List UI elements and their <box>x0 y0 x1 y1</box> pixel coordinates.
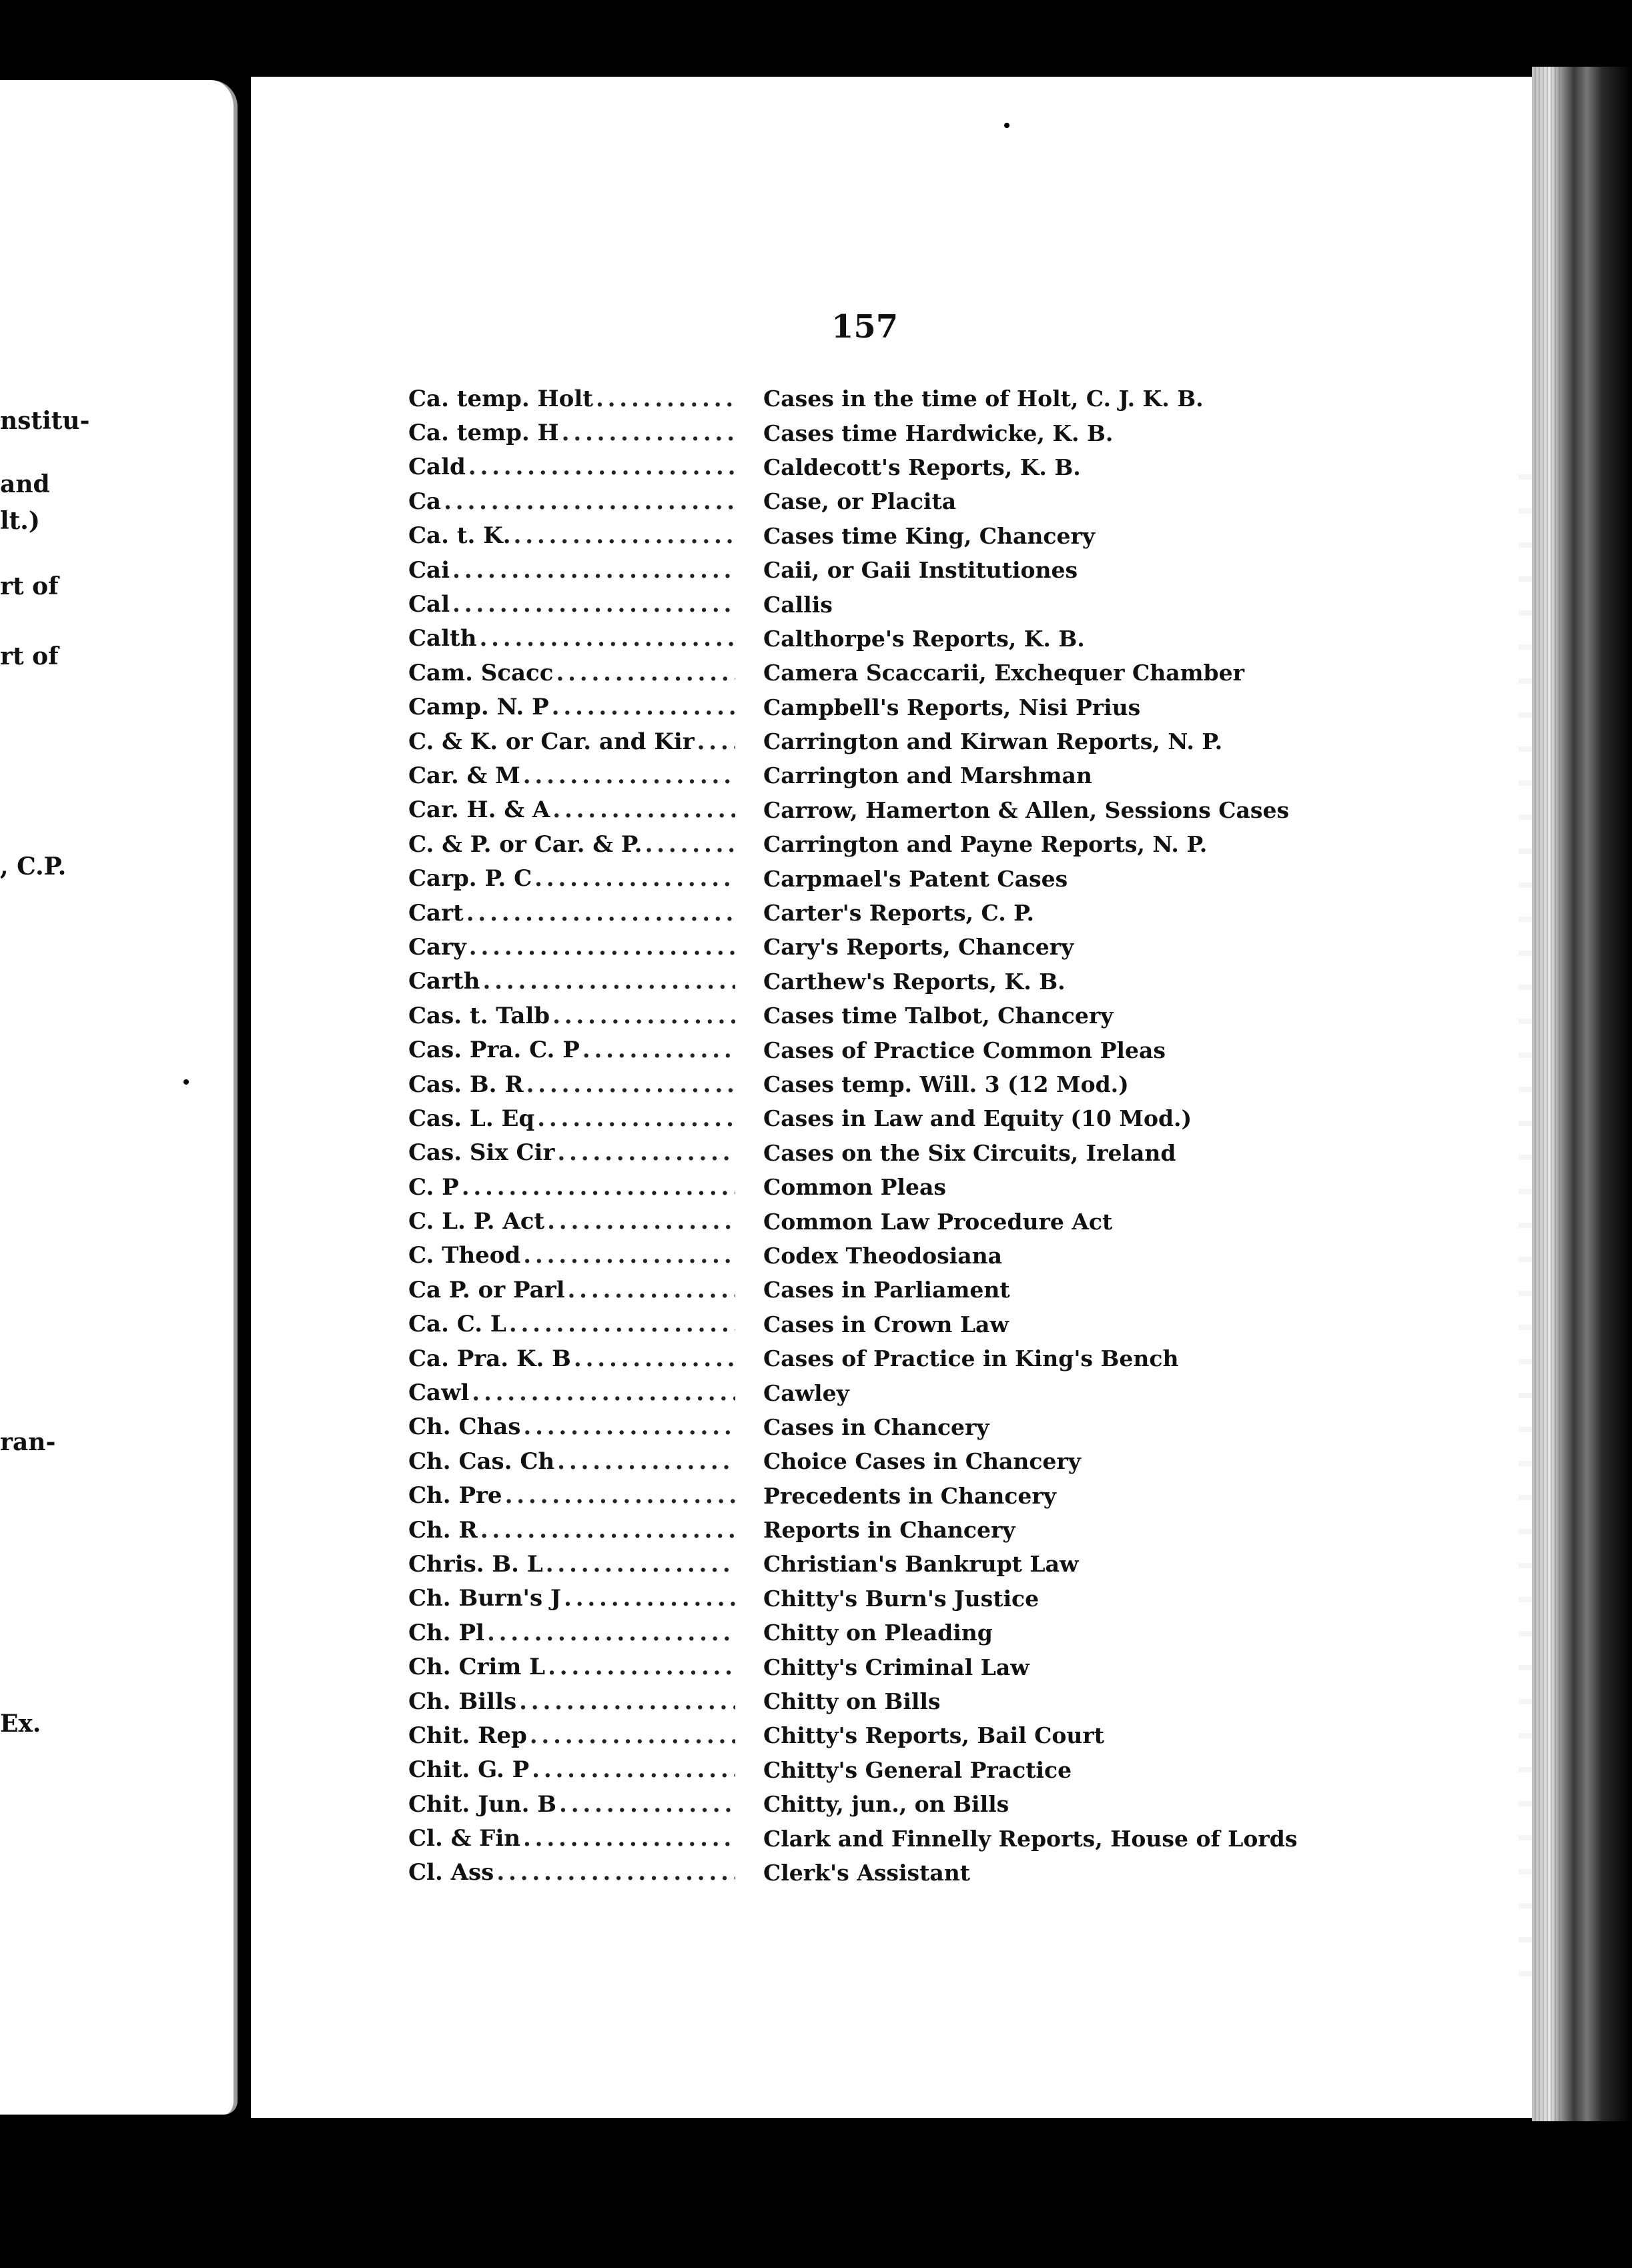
abbreviation-meaning: Cases temp. Will. 3 (12 Mod.) <box>763 1071 1129 1097</box>
abbreviation: Chit. G. P <box>408 1756 530 1784</box>
abbreviation-cell <box>408 1482 735 1509</box>
abbreviation-entry <box>408 827 1369 861</box>
abbreviation-entry <box>408 1856 1369 1890</box>
abbreviation-entry <box>408 519 1369 553</box>
abbreviation-meaning: Carthew's Reports, K. B. <box>763 968 1066 995</box>
abbreviation-entry <box>408 1239 1369 1273</box>
abbreviation: Chit. Jun. B <box>408 1790 557 1818</box>
abbreviation-meaning: Chitty on Pleading <box>763 1620 993 1646</box>
dot-leader <box>452 591 735 618</box>
abbreviation-entry <box>408 1684 1369 1718</box>
abbreviation-meaning: Carrow, Hamerton & Allen, Sessions Cases <box>763 796 1290 823</box>
abbreviation-entry <box>408 1821 1369 1855</box>
abbreviation: C. Theod <box>408 1242 521 1269</box>
dot-leader <box>537 1105 735 1132</box>
abbreviation-meaning: Cawley <box>763 1379 849 1406</box>
dot-leader <box>534 865 735 892</box>
abbreviation-cell <box>408 900 735 927</box>
abbreviation-entry <box>408 896 1369 930</box>
abbreviation-entry <box>408 1375 1369 1409</box>
abbreviation-cell <box>408 1620 735 1646</box>
abbreviation-meaning: Campbell's Reports, Nisi Prius <box>763 694 1141 720</box>
dot-leader <box>564 1585 735 1612</box>
abbreviation-meaning: Clark and Finnelly Reports, House of Lords <box>763 1825 1298 1852</box>
abbreviation-entry <box>408 1547 1369 1581</box>
abbreviation-meaning: Choice Cases in Chancery <box>763 1448 1081 1475</box>
dot-leader <box>472 1379 735 1406</box>
abbreviation-entry <box>408 1582 1369 1616</box>
abbreviation-cell <box>408 420 735 446</box>
dot-leader <box>462 1174 735 1201</box>
abbreviation-meaning: Cases in Chancery <box>763 1413 989 1440</box>
abbreviation-entry <box>408 965 1369 999</box>
dot-leader <box>552 694 735 720</box>
dot-leader <box>556 660 735 686</box>
abbreviation: Cald <box>408 454 466 481</box>
abbreviation-meaning: Common Pleas <box>763 1174 946 1201</box>
abbreviation-entry <box>408 1170 1369 1204</box>
abbreviation-meaning: Cases of Practice in King's Bench <box>763 1345 1179 1372</box>
abbreviation: Ca. t. K. <box>408 522 511 550</box>
dot-leader <box>505 1482 735 1509</box>
facing-page-fragment: and <box>0 470 50 498</box>
abbreviation-meaning: Carter's Reports, C. P. <box>763 900 1035 927</box>
abbreviation-entry <box>408 1067 1369 1101</box>
abbreviation: Ch. Crim L <box>408 1654 546 1681</box>
abbreviation-entry <box>408 930 1369 964</box>
facing-page-fragment: rt of <box>0 572 59 600</box>
dot-leader <box>562 420 735 446</box>
dot-leader <box>496 1859 735 1886</box>
abbreviation: C. & K. or Car. and Kir <box>408 728 695 755</box>
facing-page-fragment: lt.) <box>0 507 40 535</box>
dot-leader <box>479 625 735 652</box>
abbreviation: Ca. temp. H <box>408 420 559 447</box>
abbreviation-entry <box>408 1650 1369 1684</box>
abbreviation-meaning: Reports in Chancery <box>763 1517 1015 1544</box>
left-page <box>0 80 238 2115</box>
abbreviation-entry <box>408 1307 1369 1341</box>
facing-page-fragment: nstitu- <box>0 407 90 435</box>
abbreviation-meaning: Chitty, jun., on Bills <box>763 1791 1009 1818</box>
dot-leader <box>526 1071 735 1098</box>
abbreviation: Carth <box>408 968 480 995</box>
abbreviation-meaning: Caii, or Gaii Institutiones <box>763 557 1078 584</box>
ink-speck <box>183 1079 189 1085</box>
abbreviation: Ch. Chas <box>408 1413 521 1441</box>
abbreviation-meaning: Cases in Parliament <box>763 1277 1010 1303</box>
dot-leader <box>557 1448 735 1475</box>
abbreviation-cell <box>408 488 735 515</box>
abbreviation-entry <box>408 416 1369 450</box>
abbreviation: Cas. B. R <box>408 1071 524 1098</box>
abbreviation-cell <box>408 968 735 995</box>
abbreviation-meaning: Chitty's Reports, Bail Court <box>763 1722 1105 1749</box>
dot-leader <box>645 831 735 858</box>
abbreviation-meaning: Carrington and Kirwan Reports, N. P. <box>763 728 1223 755</box>
abbreviation: Cam. Scacc <box>408 659 554 686</box>
abbreviation-cell <box>408 934 735 961</box>
abbreviation: Ch. R <box>408 1516 478 1544</box>
dot-leader <box>469 934 735 961</box>
abbreviation: Chit. Rep <box>408 1722 527 1749</box>
abbreviation-entry <box>408 1273 1369 1307</box>
abbreviation: Calth <box>408 625 477 652</box>
abbreviation-cell <box>408 1654 735 1680</box>
abbreviation-meaning: Precedents in Chancery <box>763 1482 1056 1509</box>
abbreviation: Cl. Ass <box>408 1859 494 1886</box>
abbreviation: Cas. Six Cir <box>408 1139 555 1167</box>
abbreviation: Car. H. & A <box>408 796 550 824</box>
facing-page-fragment: ran- <box>0 1428 56 1456</box>
abbreviation: Ch. Pre <box>408 1482 502 1510</box>
abbreviation-meaning: Callis <box>763 591 833 618</box>
abbreviation: Ca <box>408 488 442 515</box>
abbreviation-meaning: Cases time King, Chancery <box>763 522 1096 549</box>
abbreviation-entry <box>408 1136 1369 1170</box>
dot-leader <box>552 1003 735 1029</box>
abbreviation-meaning: Calthorpe's Reports, K. B. <box>763 625 1085 652</box>
dot-leader <box>487 1620 735 1646</box>
abbreviation-meaning: Cases of Practice Common Pleas <box>763 1037 1166 1063</box>
abbreviation: Camp. N. P <box>408 694 549 721</box>
abbreviation: C. & P. or Car. & P. <box>408 830 643 858</box>
abbreviation-cell <box>408 1517 735 1544</box>
abbreviation: Cart <box>408 899 464 927</box>
abbreviation-meaning: Codex Theodosiana <box>763 1242 1003 1269</box>
abbreviation-cell <box>408 694 735 720</box>
dot-leader <box>552 796 735 823</box>
abbreviation-cell <box>408 1688 735 1715</box>
dot-leader <box>509 1311 735 1337</box>
abbreviation: Ch. Bills <box>408 1688 517 1715</box>
abbreviation-meaning: Clerk's Assistant <box>763 1859 970 1886</box>
facing-page-fragment: , C.P. <box>0 853 67 881</box>
abbreviation-cell <box>408 1413 735 1440</box>
abbreviation-cell <box>408 522 735 549</box>
abbreviation: Carp. P. C <box>408 865 532 893</box>
abbreviation-cell <box>408 1071 735 1098</box>
abbreviation-cell <box>408 1379 735 1406</box>
abbreviation-cell <box>408 1859 735 1886</box>
abbreviation: Cary <box>408 933 466 961</box>
abbreviation-cell <box>408 1277 735 1303</box>
page-number: 157 <box>831 308 899 346</box>
dot-leader <box>514 522 735 549</box>
abbreviation-cell <box>408 1105 735 1132</box>
abbreviation-cell <box>408 1242 735 1269</box>
dot-leader <box>468 454 735 480</box>
abbreviation-meaning: Caldecott's Reports, K. B. <box>763 454 1081 480</box>
abbreviation: Ca. C. L <box>408 1311 506 1338</box>
facing-page-fragment: rt of <box>0 642 59 670</box>
abbreviation-entry <box>408 1101 1369 1135</box>
abbreviation: Ch. Pl <box>408 1619 484 1646</box>
abbreviation-entry <box>408 1513 1369 1547</box>
ink-speck <box>1004 123 1009 128</box>
abbreviation-cell <box>408 1037 735 1063</box>
abbreviation-meaning: Chitty's Criminal Law <box>763 1654 1030 1680</box>
dot-leader <box>523 1413 735 1440</box>
abbreviation-meaning: Carpmael's Patent Cases <box>763 865 1068 892</box>
abbreviation-entry <box>408 587 1369 621</box>
abbreviation-cell <box>408 386 735 412</box>
abbreviation: Chris. B. L <box>408 1550 543 1578</box>
abbreviation: Ch. Burn's J <box>408 1585 562 1612</box>
abbreviation-entry <box>408 1410 1369 1444</box>
abbreviation-entry <box>408 1787 1369 1821</box>
abbreviation-cell <box>408 1551 735 1578</box>
abbreviation-entry <box>408 484 1369 518</box>
abbreviation-entry <box>408 1204 1369 1238</box>
abbreviation-meaning: Christian's Bankrupt Law <box>763 1551 1079 1578</box>
abbreviation-cell <box>408 1791 735 1818</box>
abbreviation-cell <box>408 1003 735 1029</box>
dot-leader <box>466 900 735 927</box>
dot-leader <box>523 762 735 789</box>
abbreviation-entry <box>408 450 1369 484</box>
abbreviation-cell <box>408 1585 735 1612</box>
abbreviation-entry <box>408 1753 1369 1787</box>
abbreviation-entry <box>408 1479 1369 1513</box>
abbreviation-meaning: Carrington and Payne Reports, N. P. <box>763 831 1208 858</box>
abbreviation-cell <box>408 1825 735 1852</box>
abbreviation-cell <box>408 728 735 755</box>
abbreviation-entry <box>408 758 1369 792</box>
dot-leader <box>567 1277 735 1303</box>
dot-leader <box>519 1688 735 1715</box>
dot-leader <box>547 1208 735 1235</box>
dot-leader <box>559 1791 735 1818</box>
abbreviation-cell <box>408 831 735 858</box>
abbreviation-entry <box>408 622 1369 656</box>
abbreviation-list <box>408 382 1369 1890</box>
abbreviation-cell <box>408 1345 735 1372</box>
abbreviation-meaning: Common Law Procedure Act <box>763 1208 1113 1235</box>
dot-leader <box>444 488 735 515</box>
abbreviation-entry <box>408 1718 1369 1752</box>
abbreviation: Cal <box>408 591 450 618</box>
abbreviation: Ca P. or Parl <box>408 1276 565 1303</box>
dot-leader <box>532 1756 735 1783</box>
abbreviation-meaning: Cases on the Six Circuits, Ireland <box>763 1139 1176 1166</box>
abbreviation-meaning: Cases time Talbot, Chancery <box>763 1003 1114 1029</box>
abbreviation-cell <box>408 1174 735 1201</box>
abbreviation-entry <box>408 1444 1369 1478</box>
abbreviation-cell <box>408 1311 735 1337</box>
abbreviation-entry <box>408 1341 1369 1375</box>
abbreviation-meaning: Case, or Placita <box>763 488 957 515</box>
abbreviation: Cas. L. Eq <box>408 1105 535 1132</box>
abbreviation-cell <box>408 625 735 652</box>
abbreviation-cell <box>408 1139 735 1166</box>
abbreviation: Cl. & Fin <box>408 1825 520 1852</box>
abbreviation-cell <box>408 591 735 618</box>
dot-leader <box>452 557 735 584</box>
dot-leader <box>697 728 735 755</box>
abbreviation-entry <box>408 382 1369 416</box>
abbreviation-entry <box>408 690 1369 724</box>
abbreviation-entry <box>408 656 1369 690</box>
abbreviation: Ca. Pra. K. B <box>408 1345 571 1372</box>
abbreviation-cell <box>408 1722 735 1749</box>
abbreviation-meaning: Cary's Reports, Chancery <box>763 934 1074 961</box>
dot-leader <box>480 1517 735 1544</box>
abbreviation-entry <box>408 1033 1369 1067</box>
abbreviation-meaning: Chitty's General Practice <box>763 1756 1072 1783</box>
page-edge-lines <box>1535 67 1561 2121</box>
abbreviation-meaning: Cases in Law and Equity (10 Mod.) <box>763 1105 1192 1132</box>
abbreviation-entry <box>408 553 1369 587</box>
abbreviation-meaning: Carrington and Marshman <box>763 762 1092 789</box>
dot-leader <box>596 386 735 412</box>
dot-leader <box>574 1345 735 1372</box>
facing-page-fragment: Ex. <box>0 1710 41 1738</box>
abbreviation: Ch. Cas. Ch <box>408 1448 555 1475</box>
abbreviation-meaning: Cases in the time of Holt, C. J. K. B. <box>763 386 1204 412</box>
abbreviation-cell <box>408 1756 735 1783</box>
abbreviation: Cas. t. Talb <box>408 1002 550 1029</box>
abbreviation-cell <box>408 865 735 892</box>
book-gutter <box>238 73 251 2121</box>
abbreviation-meaning: Cases in Crown Law <box>763 1311 1009 1337</box>
abbreviation: Cai <box>408 556 450 584</box>
abbreviation-meaning: Chitty on Bills <box>763 1688 941 1715</box>
abbreviation: Cawl <box>408 1379 470 1407</box>
abbreviation-cell <box>408 557 735 584</box>
abbreviation-entry <box>408 999 1369 1033</box>
abbreviation: Ca. temp. Holt <box>408 385 593 412</box>
abbreviation-meaning: Cases time Hardwicke, K. B. <box>763 420 1114 446</box>
abbreviation-cell <box>408 1208 735 1235</box>
abbreviation-entry <box>408 861 1369 895</box>
abbreviation-cell <box>408 762 735 789</box>
abbreviation-entry <box>408 1616 1369 1650</box>
dot-leader <box>523 1242 735 1269</box>
dot-leader <box>523 1825 735 1852</box>
dot-leader <box>582 1037 735 1063</box>
abbreviation-entry <box>408 793 1369 827</box>
bleed-through-text <box>1519 450 1532 1985</box>
dot-leader <box>530 1722 735 1749</box>
dot-leader <box>546 1551 735 1578</box>
dot-leader <box>548 1654 735 1680</box>
abbreviation-cell <box>408 660 735 686</box>
abbreviation: C. P <box>408 1173 459 1201</box>
abbreviation-meaning: Chitty's Burn's Justice <box>763 1585 1040 1612</box>
abbreviation: C. L. P. Act <box>408 1208 545 1235</box>
dot-leader <box>557 1139 735 1166</box>
abbreviation-cell <box>408 454 735 480</box>
abbreviation: Cas. Pra. C. P <box>408 1037 580 1064</box>
abbreviation-cell <box>408 796 735 823</box>
abbreviation-meaning: Camera Scaccarii, Exchequer Chamber <box>763 660 1244 686</box>
abbreviation: Car. & M <box>408 762 520 789</box>
dot-leader <box>482 968 735 995</box>
abbreviation-entry <box>408 724 1369 758</box>
abbreviation-cell <box>408 1448 735 1475</box>
